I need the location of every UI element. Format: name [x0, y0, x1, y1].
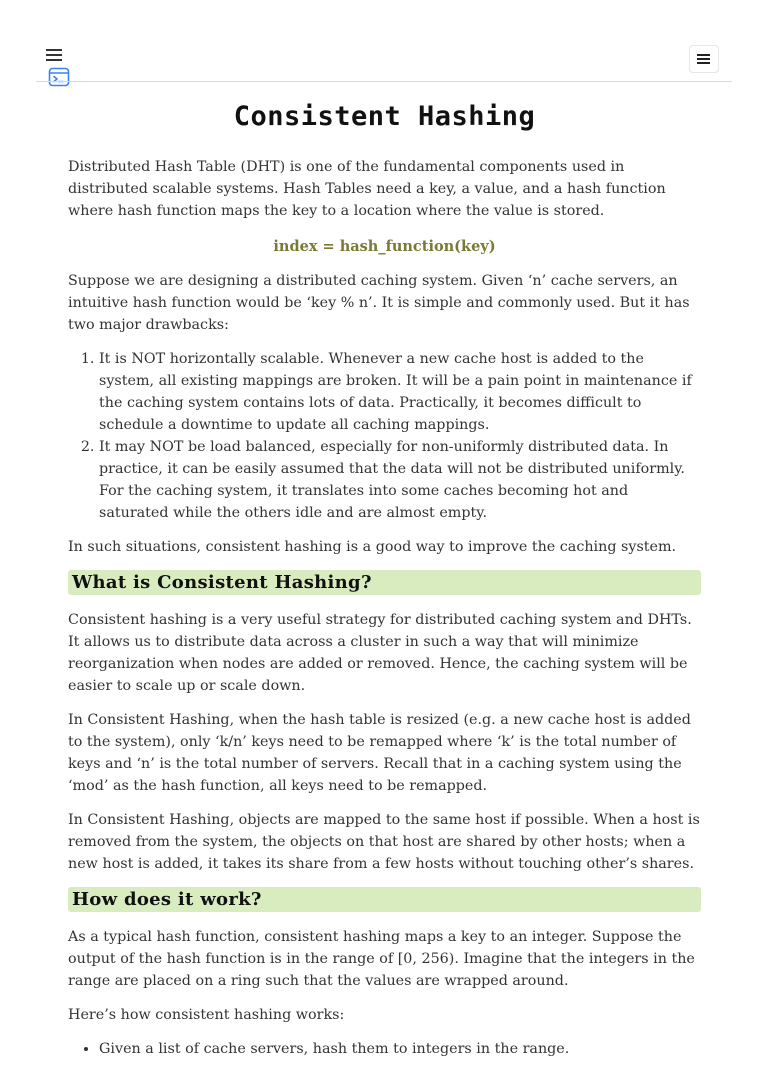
paragraph: As a typical hash function, consistent hashing maps a key to an integer. Suppose the output of the hash function is in the range of [0, 256). Imagine that the integers in the range are placed on a ring such that the values are wrapped around. — [68, 929, 695, 989]
paragraph: Consistent hashing is a very useful strategy for distributed caching system and DHTs. It allows us to distribute data across a cluster in such a way that will minimize reorganization when nodes are added or removed. Hence, the caching system will be easier to scale up or scale down. — [68, 612, 692, 694]
paragraph: In Consistent Hashing, objects are mapped to the same host if possible. When a host is removed from the system, the objects on that host are shared by other hosts; when a new host is added, it takes its share from a few hosts without touching other’s shares. — [68, 812, 700, 872]
hamburger-menu-icon[interactable] — [44, 47, 64, 63]
section-heading: What is Consistent Hashing? — [68, 570, 701, 595]
paragraph: Here’s how consistent hashing works: — [68, 1007, 345, 1023]
suppose-paragraph: Suppose we are designing a distributed caching system. Given ‘n’ cache servers, an intuitive hash function would be ‘key % n’. It is simple and commonly used. But it has two major drawbacks: — [68, 273, 690, 333]
article — [68, 100, 701, 1072]
steps-list — [68, 1038, 701, 1060]
list-item: 2. It may NOT be load balanced, especially for non-uniformly distributed data. In practice, it can be easily assumed that the data will not be distributed uniformly. For the caching system, it translates into some caches becoming hot and saturated while the others idle and are almost empty. — [99, 436, 701, 524]
header-divider — [36, 81, 732, 82]
browser-window-icon[interactable] — [48, 67, 70, 87]
section-heading: How does it work? — [68, 887, 701, 912]
page-title: Consistent Hashing — [233, 101, 536, 132]
formula: index = hash_function(key) — [273, 238, 496, 255]
list-item: • Given a list of cache servers, hash them to integers in the range. — [99, 1038, 701, 1060]
top-bar — [0, 0, 768, 82]
intro-paragraph: Distributed Hash Table (DHT) is one of the fundamental components used in distributed scalable systems. Hash Tables need a key, a value, and a hash function where hash function maps the key to a location where the value is stored. — [68, 159, 666, 219]
drawbacks-list — [68, 348, 701, 524]
paragraph: In Consistent Hashing, when the hash table is resized (e.g. a new cache host is added to the system), only ‘k/n’ keys need to be remapped where ‘k’ is the total number of keys and ‘n’ is the total number of servers. Recall that in a caching system using the ‘mod’ as the hash function, all keys need to be remapped. — [68, 712, 691, 794]
table-of-contents-button[interactable] — [689, 45, 719, 73]
situation-paragraph: In such situations, consistent hashing is a good way to improve the caching system. — [68, 539, 677, 555]
list-item: 1. It is NOT horizontally scalable. Whenever a new cache host is added to the system, all existing mappings are broken. It will be a pain point in maintenance if the caching system contains lots of data. Practically, it becomes difficult to schedule a downtime to update all caching mappings. — [99, 348, 701, 436]
hamburger-menu-icon — [695, 52, 713, 66]
